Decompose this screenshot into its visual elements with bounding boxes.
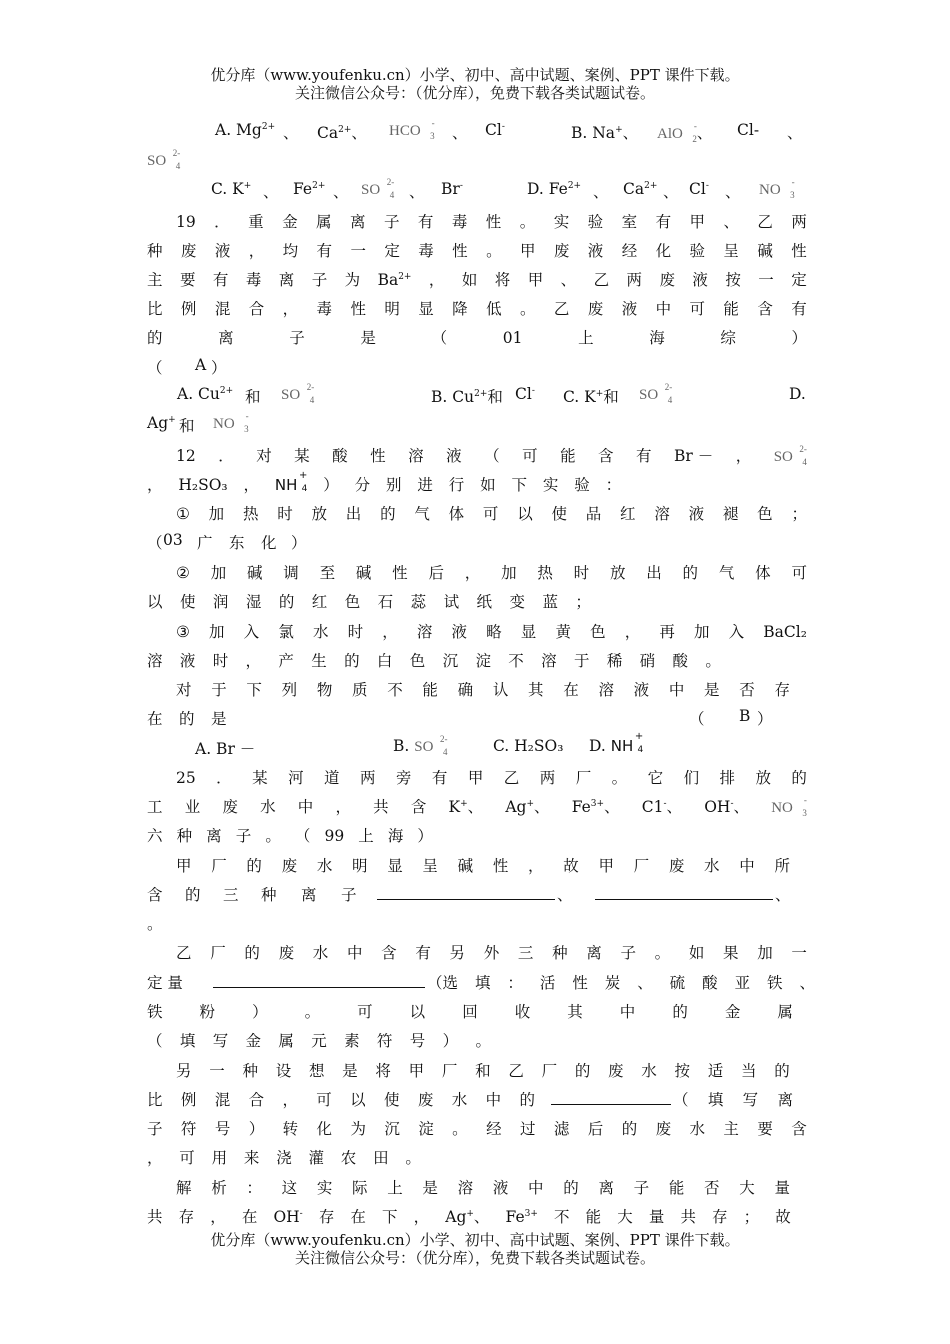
q25-part1-line-1: 甲 厂 的 废 水 明 显 呈 碱 性 ， 故 甲 厂 废 水 中 所 (176, 857, 790, 875)
ion-no3: NO - 3 (213, 411, 249, 434)
q25-part2-line-3: 铁 粉 ） 。 可 以 回 收 其 中 的 金 属 (147, 1003, 793, 1021)
q25-line-2: 工 业 废 水 中 ， 共 含 K+、 Ag+、 $Fe^{3+}$、 C1-、 OH-、 NO - 3 (147, 795, 807, 818)
q12-exp3-line-2: 溶 液 时 ， 产 生 的 白 色 沉 淀 不 溶 于 稀 硝 酸 。 (147, 652, 721, 670)
q19-line-1: 19 ． 重 金 属 离 子 有 毒 性 。 实 验 室 有 甲 、 乙 两 (176, 213, 807, 231)
q19-answer: （ A ） (147, 356, 227, 377)
ion-so4: SO 2- 4 (281, 382, 315, 405)
q25-solution-line-2: 共 存 ， 在 OH- 存 在 下 ， Ag+、 $Fe^{3+}$ 不 能 大 量 共 存 ； 故 (147, 1208, 791, 1226)
q25-part1-line-2: 含 的 三 种 离 子 、 、 (147, 883, 807, 905)
q25-line-3: 六 种 离 子 。 （ 99 上 海 ） (147, 827, 433, 845)
q12-exp1: ① 加 热 时 放 出 的 气 体 可 以 使 品 红 溶 液 褪 色 ； (176, 505, 807, 523)
footer-line-1: 优分库（www.youfenku.cn）小学、初中、高中试题、案例、PPT 课件下载。 (210, 1231, 740, 1249)
page-footer (0, 1231, 950, 1267)
q25-part3-line-2: 比 例 混 合 ， 可 以 使 废 水 中 的 （ 填 写 离 (147, 1088, 807, 1110)
prev-option-row-1b (147, 148, 807, 173)
ion-no3: NO - 3 (759, 177, 795, 200)
q25-part2-line-2: 定 量 （选 填 ： 活 性 炭 、 硫 酸 亚 铁 、 (147, 971, 827, 993)
answer-blank[interactable] (377, 883, 555, 900)
q12-line-1: 12 ． 对 某 酸 性 溶 液 （ 可 能 含 有 Br － ， SO 2- 4 (176, 444, 807, 467)
header-line-1: 优分库（www.youfenku.cn）小学、初中、高中试题、案例、PPT 课件下载。 (210, 66, 740, 84)
ion-hco3: HCO - 3 (389, 118, 435, 141)
page-header (0, 66, 950, 102)
answer-value: B (739, 707, 751, 725)
answer-value: A (195, 356, 207, 374)
q25-part3-line-3: 子 符 号 ） 转 化 为 沉 淀 。 经 过 滤 后 的 废 水 主 要 含 (147, 1120, 807, 1138)
answer-blank[interactable] (213, 971, 425, 988)
q25-part3-line-1: 另 一 种 设 想 是 将 甲 厂 和 乙 厂 的 废 水 按 适 当 的 (176, 1062, 790, 1080)
ion-so4: SO 2- 4 (414, 734, 448, 757)
q12-options: A. Br － B. SO 2- 4 C. H₂SO₃ D. NH + 4 (195, 731, 644, 758)
q12-exp3-line-1: ③ 加 入 氯 水 时 ， 溶 液 略 显 黄 色 ， 再 加 入 BaCl₂ (176, 623, 807, 641)
answer-blank[interactable] (595, 883, 773, 900)
ion-no3: NO - 3 (771, 795, 807, 818)
ion-nh4: NH + 4 (274, 470, 308, 494)
q25-line-1: 25 ． 某 河 道 两 旁 有 甲 乙 两 厂 。 它 们 排 放 的 (176, 769, 807, 787)
q25-part1-line-3: 。 (147, 915, 163, 933)
prev-option-row-1: A. $Mg^{2+}$ 、 $Ca^{2+}$、 HCO - 3 、 Cl- B. Na+、 AlO - 2 、 Cl- 、 (215, 118, 803, 144)
q12-line-2: ， H₂SO₃ ， NH + 4 ） 分 别 进 行 如 下 实 验 ： (147, 470, 622, 494)
q19-line-3: 主 要 有 毒 离 子 为 $Ba^{2+}$ ， 如 将 甲 、 乙 两 废 液 按 一 定 (147, 271, 807, 289)
ion-nh4: NH + 4 (610, 731, 644, 755)
q19-line-2: 种 废 液 ， 均 有 一 定 毒 性 。 甲 废 液 经 化 验 呈 碱 性 (147, 242, 807, 260)
q12-exp2-line-2: 以 使 润 湿 的 红 色 石 蕊 试 纸 变 蓝 ； (147, 593, 591, 611)
ion-ba: $Ba^{2+}$ (377, 271, 412, 289)
q12-exp1-source: （ 03 广 东 化 ） (147, 531, 307, 552)
ion-so4: SO 2- 4 (773, 444, 807, 467)
q25-part2-line-4: （ 填 写 金 属 元 素 符 号 ） 。 (147, 1032, 491, 1050)
q12-question-line-1: 对 于 下 列 物 质 不 能 确 认 其 在 溶 液 中 是 否 存 (176, 681, 790, 699)
q25-part3-line-4: ， 可 用 来 浇 灌 农 田 。 (147, 1149, 421, 1167)
q19-options-row-1: A. $Cu^{2+}$ 和 SO 2- 4 B. $Cu^{2+}$和 Cl- C. K+和 SO 2- 4 D. (177, 382, 806, 406)
ion-alo2: AlO - 2 、 (657, 121, 713, 144)
q25-part2-line-1: 乙 厂 的 废 水 中 含 有 另 外 三 种 离 子 。 如 果 加 一 (176, 944, 807, 962)
q19-options-row-2: Ag+ 和 NO - 3 (147, 411, 249, 435)
q12-question-line-2: 在 的 是 （ B ） (147, 707, 773, 728)
q19-line-4: 比 例 混 合 ， 毒 性 明 显 降 低 。 乙 废 液 中 可 能 含 有 (147, 300, 807, 318)
answer-blank[interactable] (551, 1088, 671, 1105)
header-line-2: 关注微信公众号：（优分库），免费下载各类试题试卷。 (294, 84, 655, 102)
q25-solution-line-1: 解 析 ： 这 实 际 上 是 溶 液 中 的 离 子 能 否 大 量 (176, 1179, 790, 1197)
ion-so4: SO 2- 4 (147, 148, 181, 171)
ion-so4: SO 2- 4 (639, 382, 673, 405)
prev-option-row-2: C. K+ 、 $Fe^{2+}$ 、 SO 2- 4 、 Br- D. $Fe^{2+}$ 、 $Ca^{2+}$ 、 Cl- 、 NO - 3 (211, 177, 795, 201)
footer-line-2: 关注微信公众号：（优分库），免费下载各类试题试卷。 (294, 1249, 655, 1267)
q19-line-5: 的 离 子 是 （ 01 上 海 综 ） (147, 329, 807, 347)
ion-so4: SO 2- 4 (361, 177, 395, 200)
q12-exp2-line-1: ② 加 碱 调 至 碱 性 后 ， 加 热 时 放 出 的 气 体 可 (176, 564, 807, 582)
